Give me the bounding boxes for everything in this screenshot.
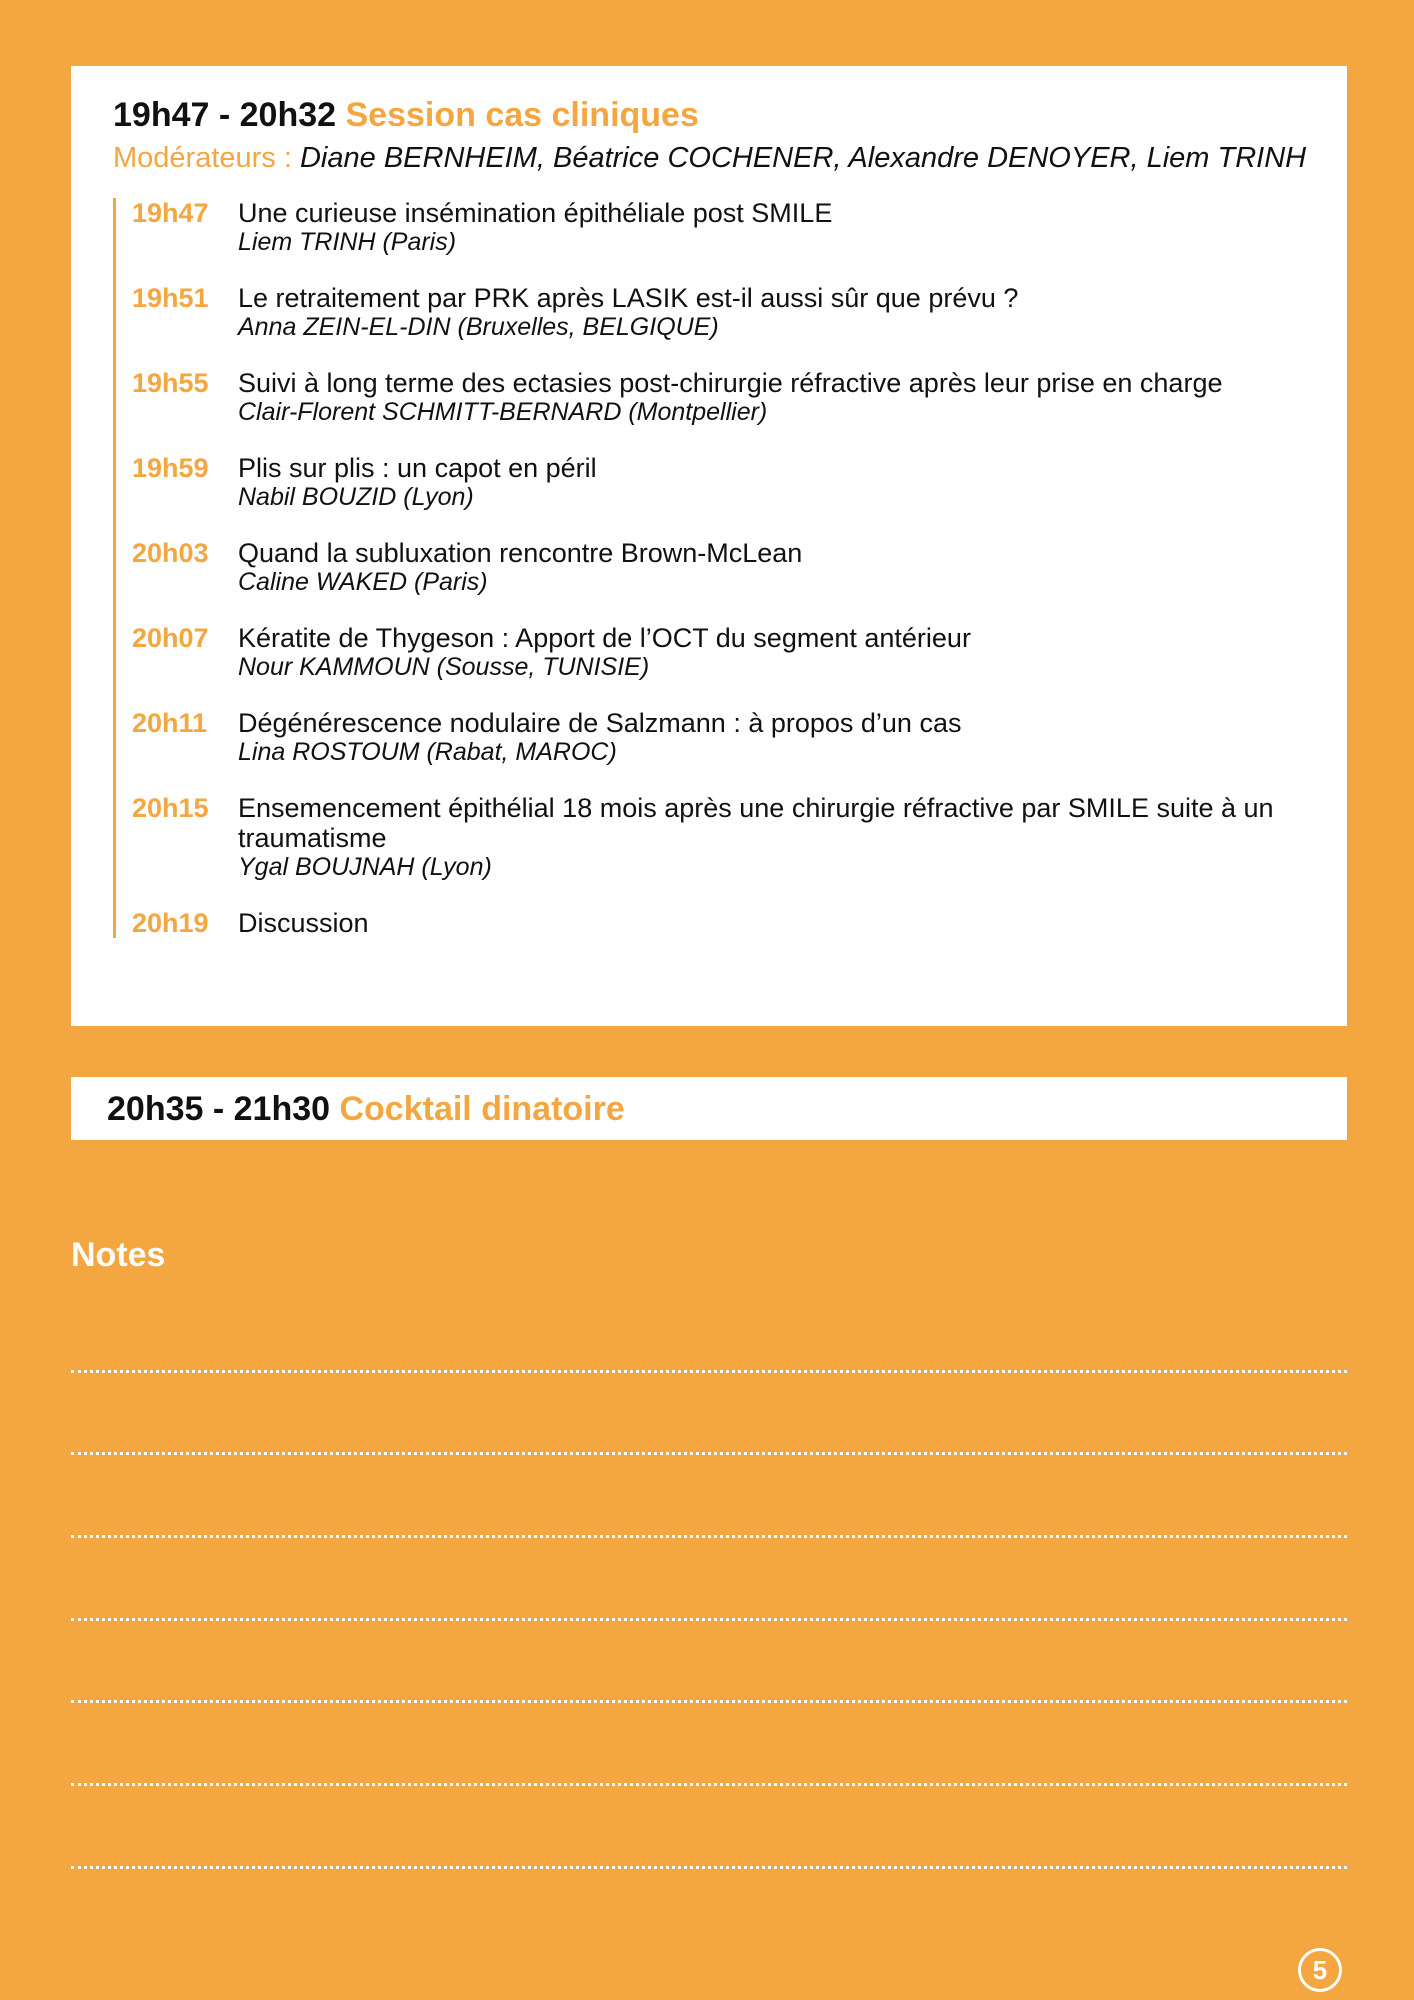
moderators-names: Diane BERNHEIM, Béatrice COCHENER, Alexandre DENOYER, Liem TRINH — [299, 142, 1307, 174]
note-line — [71, 1370, 1347, 1373]
talk-speaker: Clair-Florent SCHMITT-BERNARD (Montpellier) — [238, 398, 768, 426]
talk-title: Une curieuse insémination épithéliale post SMILE — [238, 198, 833, 228]
talk-item — [116, 793, 1347, 881]
talk-body — [238, 198, 1347, 256]
talk-title: Le retraitement par PRK après LASIK est-il aussi sûr que prévu ? — [238, 283, 1019, 313]
talk-body — [238, 453, 1347, 511]
session-title: Session cas cliniques — [345, 96, 699, 134]
cocktail-title: Cocktail dinatoire — [339, 1090, 625, 1128]
talk-item — [116, 198, 1347, 256]
cocktail-heading — [107, 1089, 1347, 1129]
talk-time: 20h11 — [132, 708, 208, 738]
talk-item — [116, 908, 1347, 938]
talk-body — [238, 623, 1347, 681]
talk-item — [116, 623, 1347, 681]
talk-title: Dégénérescence nodulaire de Salzmann : à propos d’un cas — [238, 708, 962, 738]
page-number: 5 — [1298, 1948, 1342, 1992]
talk-item — [116, 708, 1347, 766]
talk-speaker: Ygal BOUJNAH (Lyon) — [238, 853, 492, 881]
talk-title: Kératite de Thygeson : Apport de l’OCT du segment antérieur — [238, 623, 971, 653]
talk-time: 19h47 — [132, 198, 209, 228]
talk-time: 19h55 — [132, 368, 209, 398]
talk-time: 19h51 — [132, 283, 209, 313]
talk-time: 20h03 — [132, 538, 209, 568]
talk-list — [113, 198, 1347, 938]
talk-body — [238, 793, 1347, 881]
talk-speaker: Liem TRINH (Paris) — [238, 228, 457, 256]
notes-heading: Notes — [71, 1236, 166, 1274]
talk-item — [116, 538, 1347, 596]
talk-time: 19h59 — [132, 453, 209, 483]
note-line — [71, 1452, 1347, 1455]
talk-body — [238, 908, 1347, 938]
talk-speaker: Lina ROSTOUM (Rabat, MAROC) — [238, 738, 617, 766]
talk-body — [238, 538, 1347, 596]
moderators-label: Modérateurs : — [113, 142, 292, 174]
talk-speaker: Caline WAKED (Paris) — [238, 568, 488, 596]
talk-title: Suivi à long terme des ectasies post-chirurgie réfractive après leur prise en charge — [238, 368, 1223, 398]
session-heading — [113, 94, 1347, 136]
talk-time: 20h19 — [132, 908, 209, 938]
cocktail-time-range: 20h35 - 21h30 — [107, 1090, 331, 1128]
moderators-line — [113, 140, 1347, 176]
talk-body — [238, 368, 1347, 426]
cocktail-card — [71, 1077, 1347, 1140]
note-line — [71, 1535, 1347, 1538]
talk-title: Ensemencement épithélial 18 mois après une chirurgie réfractive par SMILE suite à un traumatisme — [238, 793, 1274, 853]
note-line — [71, 1618, 1347, 1621]
talk-time: 20h15 — [132, 793, 209, 823]
talk-title: Discussion — [238, 908, 369, 938]
talk-item — [116, 453, 1347, 511]
note-line — [71, 1700, 1347, 1703]
talk-item — [116, 283, 1347, 341]
session-time-range: 19h47 - 20h32 — [113, 96, 337, 134]
talk-speaker: Nabil BOUZID (Lyon) — [238, 483, 474, 511]
talk-title: Quand la subluxation rencontre Brown-McLean — [238, 538, 803, 568]
session-card — [71, 66, 1347, 1026]
note-line — [71, 1866, 1347, 1869]
note-line — [71, 1783, 1347, 1786]
talk-title: Plis sur plis : un capot en péril — [238, 453, 597, 483]
talk-speaker: Anna ZEIN-EL-DIN (Bruxelles, BELGIQUE) — [238, 313, 719, 341]
talk-speaker: Nour KAMMOUN (Sousse, TUNISIE) — [238, 653, 650, 681]
talk-body — [238, 283, 1347, 341]
talk-time: 20h07 — [132, 623, 209, 653]
talk-item — [116, 368, 1347, 426]
talk-body — [238, 708, 1347, 766]
